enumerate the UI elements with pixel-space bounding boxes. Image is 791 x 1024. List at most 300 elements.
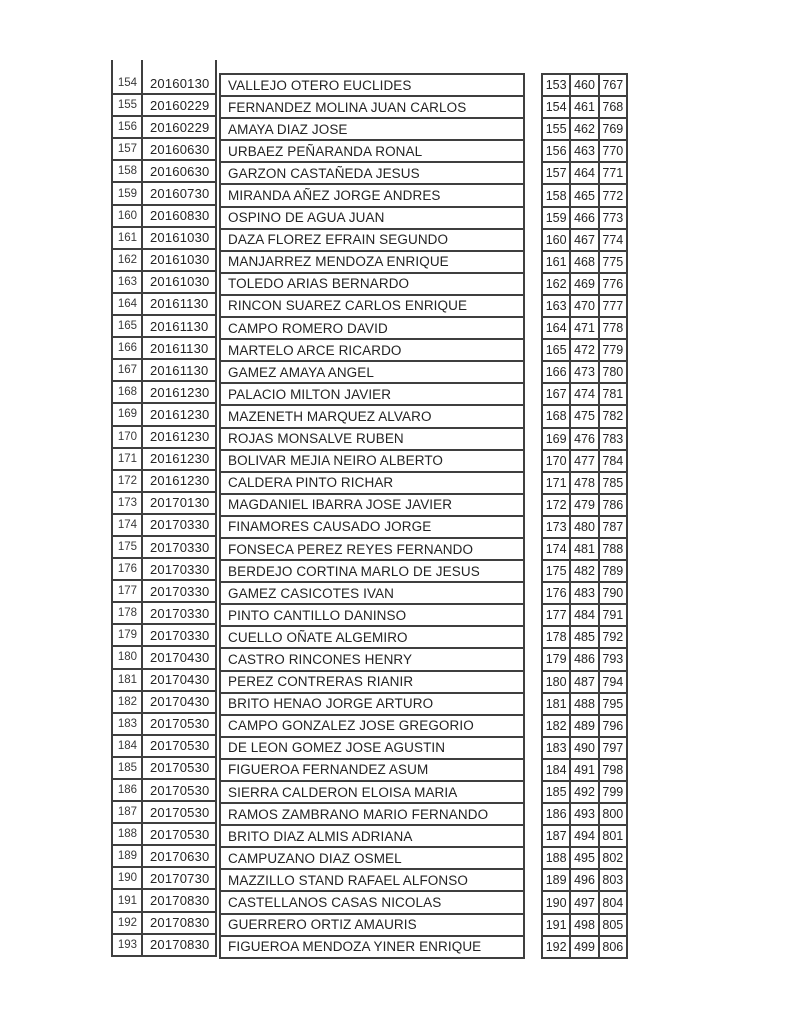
row-count-3: 779 — [602, 343, 624, 358]
table-row-seq-date — [113, 935, 215, 957]
row-count-2: 482 — [569, 561, 599, 581]
table-row-seq-date — [113, 95, 215, 117]
row-count-2: 475 — [569, 406, 599, 426]
table-row-counts — [543, 937, 626, 959]
row-sequence-number: 179 — [117, 629, 137, 642]
row-date: 20160229 — [150, 97, 210, 113]
row-count-1: 184 — [545, 762, 567, 777]
row-count-2: 470 — [569, 296, 599, 316]
row-count-3: 806 — [602, 939, 624, 954]
row-count-3: 782 — [602, 409, 624, 424]
row-count-2: 462 — [569, 119, 599, 139]
table-row-counts — [543, 561, 626, 583]
row-sequence-number: 163 — [117, 275, 137, 288]
table-row-name — [221, 804, 523, 826]
row-person-name: PEREZ CONTRERAS RIANIR — [228, 674, 414, 690]
row-count-2: 489 — [569, 716, 599, 736]
table-row-seq-date — [113, 338, 215, 360]
row-sequence-number: 158 — [117, 165, 137, 178]
row-date: 20170530 — [150, 826, 210, 842]
row-person-name: CALDERA PINTO RICHAR — [228, 475, 394, 491]
row-sequence-number: 182 — [117, 695, 137, 708]
row-count-3: 803 — [602, 873, 624, 888]
row-sequence-number: 160 — [117, 209, 137, 222]
row-count-2: 477 — [569, 451, 599, 471]
row-count-3: 771 — [602, 166, 624, 181]
table-row-name — [221, 870, 523, 892]
table-row-seq-date — [113, 493, 215, 515]
table-row-name — [221, 826, 523, 848]
row-person-name: PINTO CANTILLO DANINSO — [228, 607, 407, 623]
row-count-2: 463 — [569, 141, 599, 161]
row-date: 20170530 — [150, 760, 210, 776]
table-row-name — [221, 517, 523, 539]
row-count-2: 499 — [569, 937, 599, 957]
table-row-seq-date — [113, 316, 215, 338]
row-count-1: 178 — [545, 630, 567, 645]
table-row-counts — [543, 915, 626, 937]
row-person-name: CUELLO OÑATE ALGEMIRO — [228, 629, 408, 645]
row-date: 20170430 — [150, 649, 210, 665]
row-date: 20170530 — [150, 804, 210, 820]
table-row-name — [221, 185, 523, 207]
row-date: 20170830 — [150, 915, 210, 931]
row-count-3: 805 — [602, 917, 624, 932]
row-sequence-number: 174 — [117, 518, 137, 531]
row-count-1: 176 — [545, 586, 567, 601]
table-section-seq-date — [111, 60, 217, 957]
row-count-3: 773 — [602, 210, 624, 225]
row-date: 20170430 — [150, 694, 210, 710]
table-row-name — [221, 649, 523, 671]
row-date: 20161130 — [150, 362, 209, 378]
table-row-seq-date — [113, 272, 215, 294]
row-date: 20170330 — [150, 517, 210, 533]
row-date: 20170330 — [150, 627, 210, 643]
table-row-name — [221, 296, 523, 318]
row-date: 20161130 — [150, 340, 209, 356]
row-person-name: URBAEZ PEÑARANDA RONAL — [228, 143, 423, 159]
table-row-counts — [543, 473, 626, 495]
table-row-name — [221, 230, 523, 252]
row-count-3: 799 — [602, 785, 624, 800]
table-row-seq-date — [113, 73, 215, 95]
row-sequence-number: 166 — [117, 342, 137, 355]
table-row-counts — [543, 892, 626, 914]
row-count-1: 182 — [545, 718, 567, 733]
row-count-1: 186 — [545, 807, 567, 822]
table-row-name — [221, 362, 523, 384]
table-row-seq-date — [113, 913, 215, 935]
row-count-1: 154 — [545, 100, 567, 115]
table-row-counts — [543, 495, 626, 517]
row-count-1: 185 — [545, 785, 567, 800]
row-count-1: 177 — [545, 608, 567, 623]
table-row-counts — [543, 583, 626, 605]
row-sequence-number: 176 — [117, 563, 137, 576]
table-row-counts — [543, 826, 626, 848]
row-count-2: 481 — [569, 539, 599, 559]
row-count-2: 492 — [569, 782, 599, 802]
row-person-name: GAMEZ AMAYA ANGEL — [228, 364, 374, 380]
row-person-name: RINCON SUAREZ CARLOS ENRIQUE — [228, 298, 468, 314]
row-person-name: CAMPUZANO DIAZ OSMEL — [228, 850, 402, 866]
table-row-name — [221, 252, 523, 274]
table-row-seq-date — [113, 692, 215, 714]
row-count-3: 770 — [602, 144, 624, 159]
row-sequence-number: 178 — [117, 607, 137, 620]
row-date: 20170330 — [150, 539, 210, 555]
table-row-seq-date — [113, 758, 215, 780]
table-row-name — [221, 583, 523, 605]
table-row-name — [221, 915, 523, 937]
table-row-seq-date — [113, 427, 215, 449]
row-date: 20160630 — [150, 141, 210, 157]
table-row-seq-date — [113, 382, 215, 404]
table-row-name — [221, 451, 523, 473]
row-person-name: RAMOS ZAMBRANO MARIO FERNANDO — [228, 806, 489, 822]
row-count-1: 169 — [545, 431, 567, 446]
row-date: 20160229 — [150, 119, 210, 135]
row-count-2: 466 — [569, 208, 599, 228]
row-person-name: OSPINO DE AGUA JUAN — [228, 210, 385, 226]
row-count-3: 768 — [602, 100, 624, 115]
row-date: 20161230 — [150, 473, 210, 489]
table-row-counts — [543, 848, 626, 870]
row-sequence-number: 168 — [117, 386, 137, 399]
row-sequence-number: 155 — [117, 99, 137, 112]
row-count-2: 484 — [569, 605, 599, 625]
table-row-seq-date — [113, 824, 215, 846]
row-date: 20170630 — [150, 848, 210, 864]
table-row-name — [221, 782, 523, 804]
table-row-counts — [543, 760, 626, 782]
table-row-seq-date — [113, 449, 215, 471]
table-row-counts — [543, 694, 626, 716]
row-count-3: 780 — [602, 365, 624, 380]
row-count-3: 795 — [602, 696, 624, 711]
row-count-2: 461 — [569, 97, 599, 117]
row-count-1: 158 — [545, 188, 567, 203]
table-row-name — [221, 208, 523, 230]
table-row-name — [221, 539, 523, 561]
row-sequence-number: 192 — [117, 916, 137, 929]
row-sequence-number: 183 — [117, 717, 137, 730]
row-count-3: 804 — [602, 895, 624, 910]
table-section-names — [219, 73, 525, 959]
row-count-2: 486 — [569, 649, 599, 669]
table-row-seq-date — [113, 581, 215, 603]
row-count-1: 153 — [545, 78, 567, 93]
row-person-name: ROJAS MONSALVE RUBEN — [228, 431, 404, 447]
row-count-2: 497 — [569, 892, 599, 912]
table-row-counts — [543, 230, 626, 252]
row-count-2: 472 — [569, 340, 599, 360]
table-row-name — [221, 716, 523, 738]
row-count-2: 460 — [569, 75, 599, 95]
row-person-name: TOLEDO ARIAS BERNARDO — [228, 276, 410, 292]
row-person-name: CAMPO GONZALEZ JOSE GREGORIO — [228, 718, 474, 734]
row-person-name: GUERRERO ORTIZ AMAURIS — [228, 917, 417, 933]
row-count-1: 172 — [545, 497, 567, 512]
row-person-name: SIERRA CALDERON ELOISA MARIA — [228, 784, 458, 800]
table-row-seq-date — [113, 250, 215, 272]
row-count-1: 188 — [545, 851, 567, 866]
table-row-name — [221, 429, 523, 451]
table-row-seq-date — [113, 559, 215, 581]
cutoff-top-spacer — [113, 60, 215, 73]
table-row-seq-date — [113, 846, 215, 868]
row-count-1: 170 — [545, 453, 567, 468]
row-count-1: 174 — [545, 542, 567, 557]
row-count-1: 192 — [545, 939, 567, 954]
row-person-name: VALLEJO OTERO EUCLIDES — [228, 77, 412, 93]
row-count-2: 464 — [569, 163, 599, 183]
row-count-3: 796 — [602, 718, 624, 733]
row-count-3: 793 — [602, 652, 624, 667]
row-count-1: 157 — [545, 166, 567, 181]
row-person-name: MAZENETH MARQUEZ ALVARO — [228, 408, 432, 424]
table-row-counts — [543, 185, 626, 207]
row-date: 20160630 — [150, 163, 210, 179]
row-sequence-number: 187 — [117, 806, 137, 819]
row-person-name: CAMPO ROMERO DAVID — [228, 320, 388, 336]
table-row-counts — [543, 318, 626, 340]
row-person-name: BRITO HENAO JORGE ARTURO — [228, 696, 434, 712]
table-row-name — [221, 605, 523, 627]
row-sequence-number: 186 — [117, 784, 137, 797]
row-date: 20161030 — [150, 252, 210, 268]
row-person-name: PALACIO MILTON JAVIER — [228, 386, 392, 402]
table-row-seq-date — [113, 139, 215, 161]
table-row-counts — [543, 119, 626, 141]
row-count-2: 479 — [569, 495, 599, 515]
row-person-name: GAMEZ CASICOTES IVAN — [228, 585, 395, 601]
table-row-counts — [543, 804, 626, 826]
row-count-2: 478 — [569, 473, 599, 493]
row-person-name: CASTELLANOS CASAS NICOLAS — [228, 895, 442, 911]
row-person-name: FERNANDEZ MOLINA JUAN CARLOS — [228, 99, 467, 115]
row-count-1: 183 — [545, 740, 567, 755]
row-sequence-number: 161 — [117, 231, 137, 244]
row-sequence-number: 154 — [117, 77, 137, 90]
table-row-counts — [543, 296, 626, 318]
row-count-2: 473 — [569, 362, 599, 382]
row-count-1: 165 — [545, 343, 567, 358]
row-count-1: 181 — [545, 696, 567, 711]
row-sequence-number: 175 — [117, 541, 137, 554]
row-count-3: 801 — [602, 829, 624, 844]
row-date: 20170530 — [150, 716, 210, 732]
row-person-name: MANJARREZ MENDOZA ENRIQUE — [228, 254, 449, 270]
table-row-name — [221, 119, 523, 141]
row-person-name: FIGUEROA FERNANDEZ ASUM — [228, 762, 429, 778]
row-date: 20170830 — [150, 937, 210, 953]
row-count-1: 175 — [545, 564, 567, 579]
row-sequence-number: 173 — [117, 496, 137, 509]
row-count-3: 775 — [602, 254, 624, 269]
row-sequence-number: 157 — [117, 143, 137, 156]
table-row-counts — [543, 738, 626, 760]
table-row-counts — [543, 163, 626, 185]
row-count-3: 785 — [602, 475, 624, 490]
row-person-name: MAGDANIEL IBARRA JOSE JAVIER — [228, 497, 453, 513]
row-count-1: 187 — [545, 829, 567, 844]
table-row-counts — [543, 672, 626, 694]
row-count-2: 467 — [569, 230, 599, 250]
row-person-name: FONSECA PEREZ REYES FERNANDO — [228, 541, 474, 557]
row-date: 20161230 — [150, 451, 210, 467]
row-person-name: BERDEJO CORTINA MARLO DE JESUS — [228, 563, 480, 579]
table-row-counts — [543, 716, 626, 738]
row-date: 20170830 — [150, 893, 210, 909]
row-sequence-number: 170 — [117, 430, 137, 443]
table-row-name — [221, 163, 523, 185]
row-count-2: 493 — [569, 804, 599, 824]
table-row-name — [221, 318, 523, 340]
row-sequence-number: 193 — [117, 938, 137, 951]
row-date: 20170330 — [150, 605, 210, 621]
table-section-counts — [541, 73, 628, 959]
row-person-name: CASTRO RINCONES HENRY — [228, 651, 413, 667]
row-count-2: 476 — [569, 429, 599, 449]
row-sequence-number: 171 — [117, 452, 137, 465]
table-row-counts — [543, 75, 626, 97]
row-sequence-number: 156 — [117, 121, 137, 134]
row-count-2: 485 — [569, 627, 599, 647]
row-sequence-number: 159 — [117, 187, 137, 200]
row-count-3: 769 — [602, 122, 624, 137]
row-sequence-number: 177 — [117, 585, 137, 598]
row-sequence-number: 189 — [117, 850, 137, 863]
table-row-counts — [543, 406, 626, 428]
table-row-seq-date — [113, 868, 215, 890]
table-row-seq-date — [113, 890, 215, 912]
row-sequence-number: 188 — [117, 828, 137, 841]
table-row-name — [221, 97, 523, 119]
row-person-name: BRITO DIAZ ALMIS ADRIANA — [228, 828, 413, 844]
row-count-3: 802 — [602, 851, 624, 866]
row-count-3: 797 — [602, 740, 624, 755]
row-count-2: 495 — [569, 848, 599, 868]
table-row-name — [221, 141, 523, 163]
table-row-counts — [543, 362, 626, 384]
table-row-counts — [543, 384, 626, 406]
row-person-name: MARTELO ARCE RICARDO — [228, 342, 402, 358]
table-row-name — [221, 384, 523, 406]
row-date: 20170530 — [150, 738, 210, 754]
row-count-3: 789 — [602, 564, 624, 579]
row-sequence-number: 164 — [117, 297, 137, 310]
table-row-name — [221, 340, 523, 362]
row-count-2: 480 — [569, 517, 599, 537]
row-count-1: 171 — [545, 475, 567, 490]
table-row-counts — [543, 517, 626, 539]
row-person-name: GARZON CASTAÑEDA JESUS — [228, 165, 420, 181]
row-count-3: 788 — [602, 542, 624, 557]
row-count-3: 778 — [602, 321, 624, 336]
row-count-1: 160 — [545, 232, 567, 247]
row-sequence-number: 190 — [117, 872, 137, 885]
row-count-3: 767 — [602, 78, 624, 93]
table-row-name — [221, 561, 523, 583]
row-sequence-number: 162 — [117, 253, 137, 266]
table-row-seq-date — [113, 647, 215, 669]
row-sequence-number: 169 — [117, 408, 137, 421]
table-row-counts — [543, 870, 626, 892]
row-count-2: 474 — [569, 384, 599, 404]
table-row-seq-date — [113, 802, 215, 824]
row-date: 20160130 — [150, 75, 210, 91]
row-date: 20161030 — [150, 274, 210, 290]
row-date: 20161030 — [150, 230, 210, 246]
table-row-name — [221, 274, 523, 296]
table-row-name — [221, 406, 523, 428]
row-date: 20161130 — [150, 318, 209, 334]
table-row-seq-date — [113, 603, 215, 625]
row-sequence-number: 167 — [117, 364, 137, 377]
row-sequence-number: 180 — [117, 651, 137, 664]
row-person-name: MAZZILLO STAND RAFAEL ALFONSO — [228, 872, 468, 888]
row-count-3: 791 — [602, 608, 624, 623]
row-count-3: 783 — [602, 431, 624, 446]
row-count-1: 159 — [545, 210, 567, 225]
table-row-seq-date — [113, 360, 215, 382]
table-row-name — [221, 627, 523, 649]
row-date: 20161230 — [150, 384, 210, 400]
row-count-2: 487 — [569, 672, 599, 692]
row-date: 20160830 — [150, 208, 210, 224]
row-date: 20161230 — [150, 429, 210, 445]
row-count-1: 163 — [545, 298, 567, 313]
row-count-2: 498 — [569, 915, 599, 935]
row-date: 20160730 — [150, 186, 210, 202]
table-row-counts — [543, 274, 626, 296]
row-count-1: 180 — [545, 674, 567, 689]
table-row-name — [221, 760, 523, 782]
row-count-2: 468 — [569, 252, 599, 272]
row-count-2: 471 — [569, 318, 599, 338]
row-count-2: 469 — [569, 274, 599, 294]
row-date: 20170530 — [150, 782, 210, 798]
row-count-1: 164 — [545, 321, 567, 336]
row-count-1: 166 — [545, 365, 567, 380]
row-count-3: 772 — [602, 188, 624, 203]
table-row-counts — [543, 141, 626, 163]
table-row-name — [221, 75, 523, 97]
table-row-counts — [543, 429, 626, 451]
table-row-name — [221, 495, 523, 517]
row-count-3: 776 — [602, 276, 624, 291]
table-row-name — [221, 672, 523, 694]
table-row-counts — [543, 649, 626, 671]
row-count-3: 798 — [602, 762, 624, 777]
row-date: 20170330 — [150, 561, 210, 577]
row-sequence-number: 172 — [117, 474, 137, 487]
table-row-seq-date — [113, 206, 215, 228]
table-row-counts — [543, 605, 626, 627]
table-row-counts — [543, 451, 626, 473]
table-row-counts — [543, 340, 626, 362]
table-row-seq-date — [113, 161, 215, 183]
row-person-name: DAZA FLOREZ EFRAIN SEGUNDO — [228, 232, 449, 248]
table-row-seq-date — [113, 537, 215, 559]
row-person-name: DE LEON GOMEZ JOSE AGUSTIN — [228, 740, 446, 756]
table-row-counts — [543, 627, 626, 649]
row-person-name: MIRANDA AÑEZ JORGE ANDRES — [228, 188, 441, 204]
table-row-name — [221, 848, 523, 870]
row-count-2: 488 — [569, 694, 599, 714]
